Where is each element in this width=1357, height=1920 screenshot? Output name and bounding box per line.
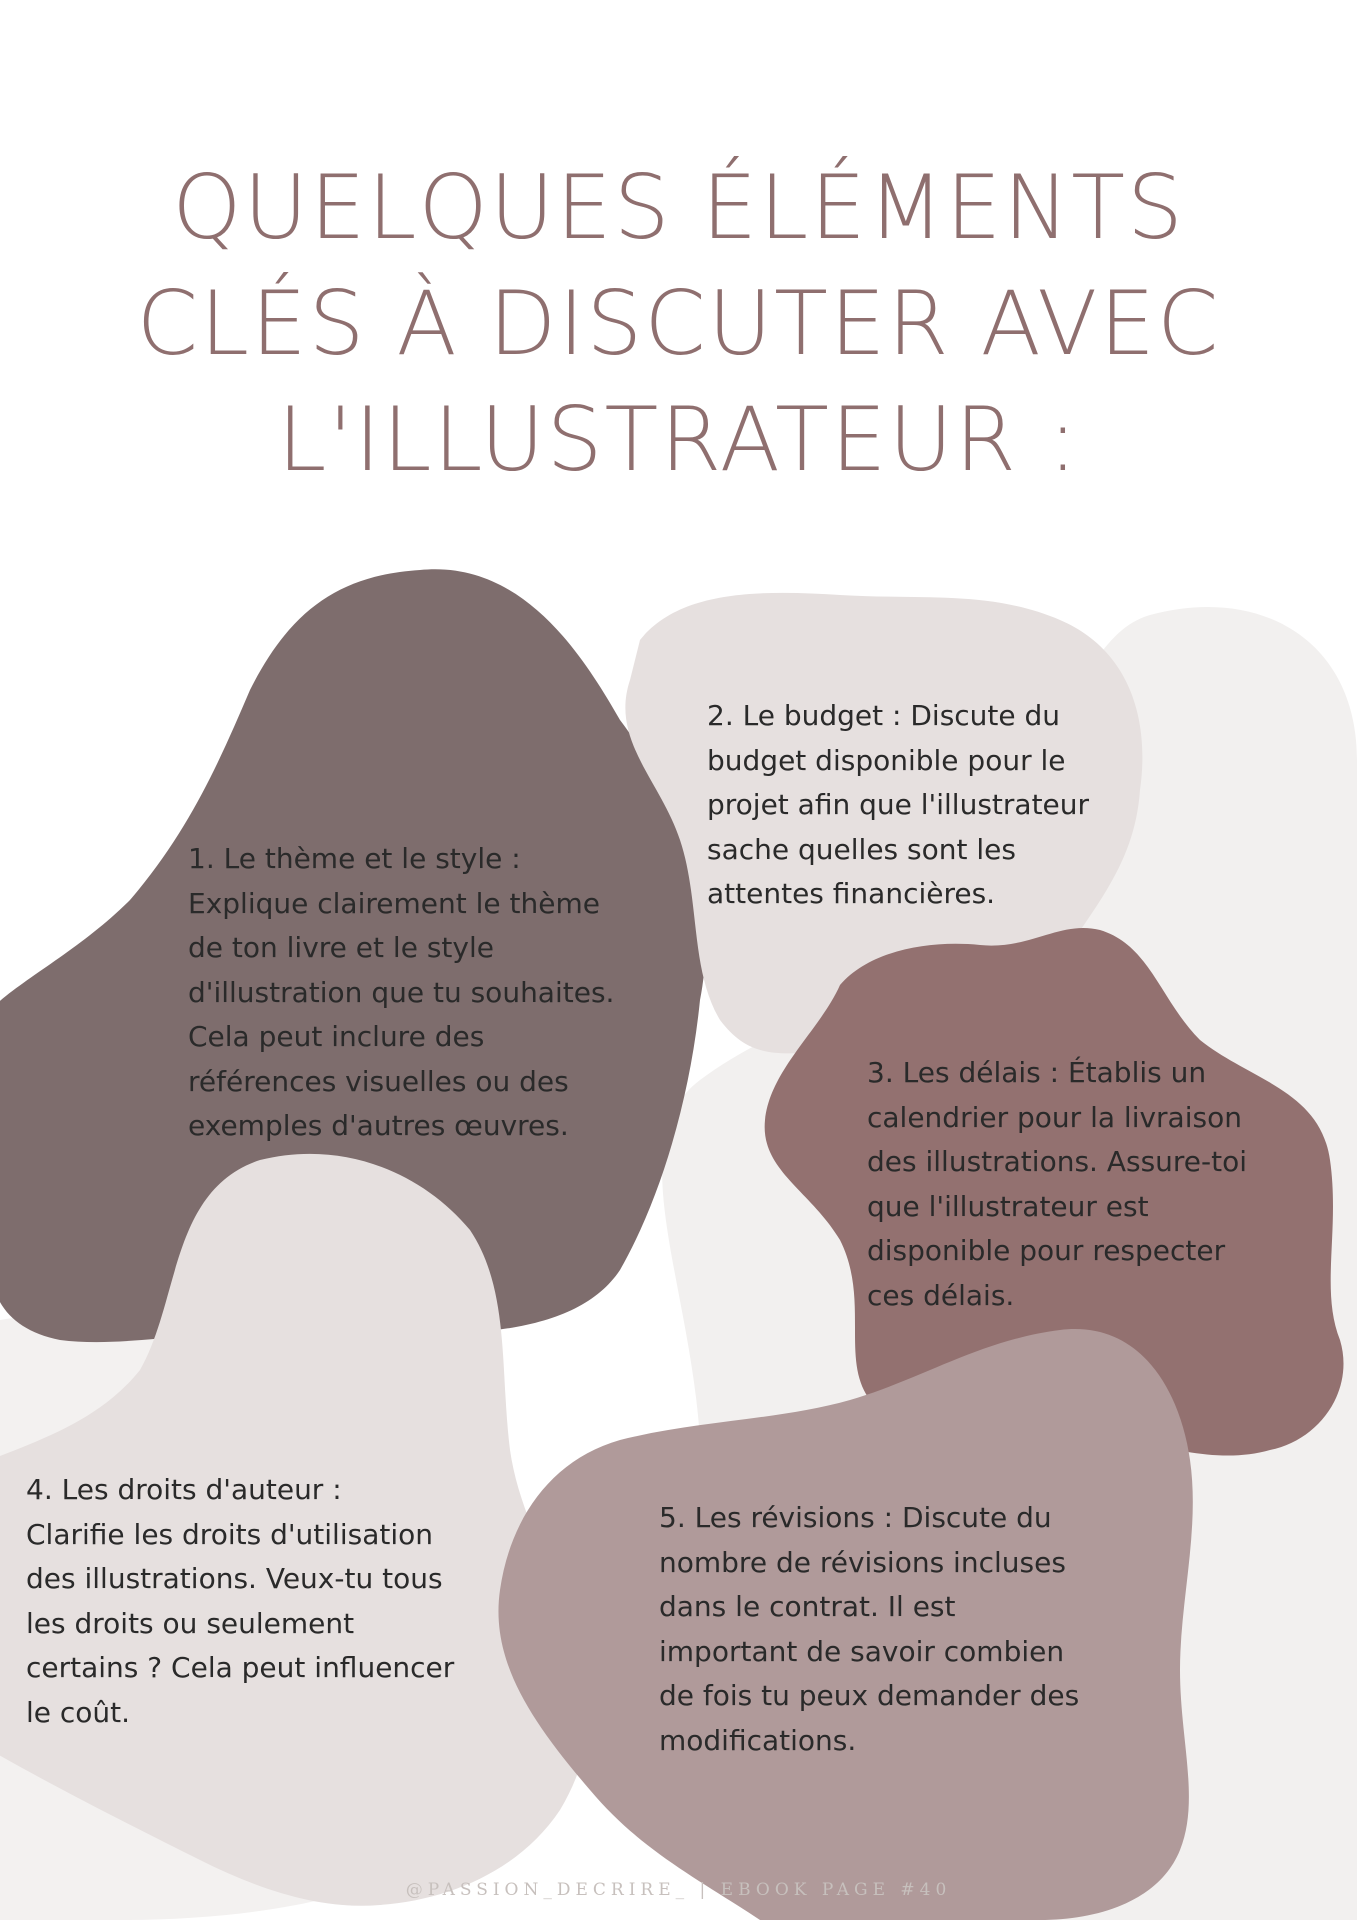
item-copyright: 4. Les droits d'auteur : Clarifie les droits d'utilisation des illustrations. Veux-tu tous les droits ou seulement certains ? Cela peut influencer le coût. xyxy=(26,1473,455,1729)
item-deadlines: 3. Les délais : Établis un calendrier pour la livraison des illustrations. Assure-toi que l'illustrateur est disponible pour respecter ces délais. xyxy=(867,1056,1248,1312)
page-footer: @PASSION_DECRIRE_ | EBOOK PAGE #40 xyxy=(405,1880,952,1900)
title-line-3: L'ILLUSTRATEUR : xyxy=(277,388,1080,491)
item-budget: 2. Le budget : Discute du budget disponible pour le projet afin que l'illustrateur sache quelles sont les attentes financières. xyxy=(707,699,1090,910)
item-revisions: 5. Les révisions : Discute du nombre de révisions incluses dans le contrat. Il est important de savoir combien de fois tu peux demander des modifications. xyxy=(659,1501,1080,1757)
page-title xyxy=(0,150,1357,498)
title-line-2: CLÉS À DISCUTER AVEC xyxy=(136,272,1221,375)
item-theme-style: 1. Le thème et le style : Explique clairement le thème de ton livre et le style d'illustration que tu souhaites. Cela peut inclure des références visuelles ou des exemples d'autres œuvres. xyxy=(188,842,615,1142)
title-line-1: QUELQUES ÉLÉMENTS xyxy=(172,156,1185,259)
